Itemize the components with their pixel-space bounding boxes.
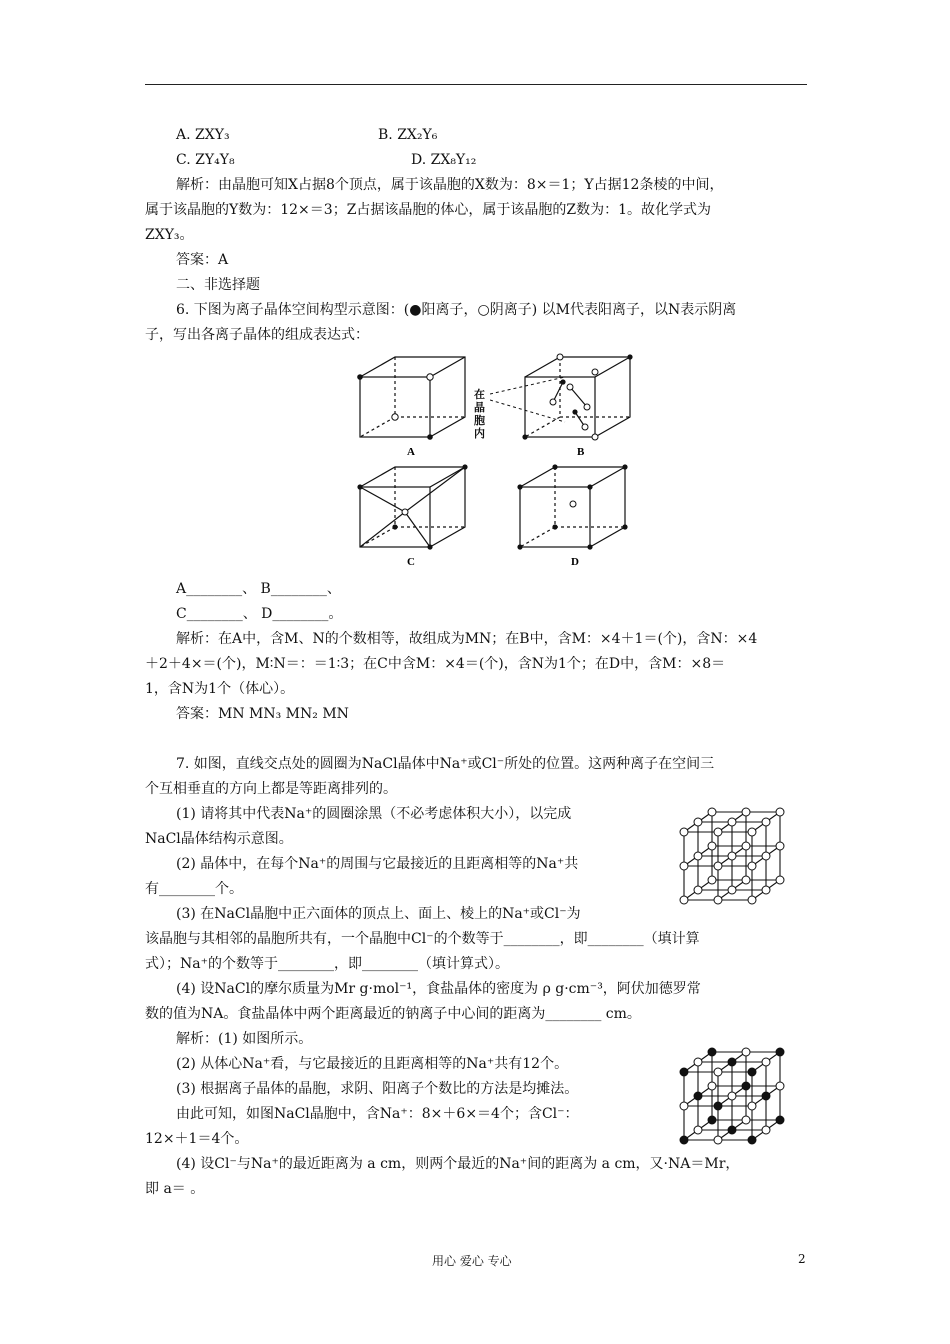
q6-blanks-line1: A________、 B________、 [176,581,341,597]
q6-answer: 答案：MN MN₃ MN₂ MN [176,706,349,722]
q7-part3-line1: (3) 在NaCl晶胞中正六面体的顶点上、面上、棱上的Na⁺或Cl⁻为 [176,906,581,922]
analysis-5-line3: ZXY₃。 [145,227,194,243]
q7-analysis-line5: 12×＋1＝4个。 [145,1131,249,1147]
figure-note: 在晶胞内 [474,388,485,440]
option-c: C. ZY₄Y₈ [176,152,235,168]
q7-part4-line2: 数的值为NA。食盐晶体中两个距离最近的钠离子中心间的距离为________ cm。 [145,1006,641,1022]
label-a: A [407,446,415,458]
q7-part3-line2: 该晶胞与其相邻的晶胞所共有，一个晶胞中Cl⁻的个数等于________，即________（填计算 [145,931,700,947]
analysis-5-line2: 属于该晶胞的Y数为：12×＝3；Z占据该晶胞的体心，属于该晶胞的Z数为：1。故化学式为 [145,202,712,218]
q6-analysis-line3: 1，含N为1个（体心）。 [145,681,295,697]
header-rule [145,84,807,85]
crystal-figure-d [515,462,635,572]
nacl-lattice-empty [676,800,788,920]
q7-part2-line1: (2) 晶体中，在每个Na⁺的周围与它最接近的且距离相等的Na⁺共 [176,856,579,872]
label-b: B [577,446,585,458]
crystal-figure-b [515,352,635,462]
q7-stem-line1: 7. 如图，直线交点处的圆圈为NaCl晶体中Na⁺或Cl⁻所处的位置。这两种离子在空间三 [176,756,715,772]
q7-analysis-line2: (2) 从体心Na⁺看，与它最接近的且距离相等的Na⁺共有12个。 [176,1056,569,1072]
crystal-figure-c [355,462,470,572]
q7-analysis-line1: 解析：(1) 如图所示。 [176,1031,313,1047]
q6-analysis-line2: ＋2＋4×＝(个)，M∶N＝：＝1∶3；在C中含M：×4＝(个)，含N为1个；在D中，含M：×8＝ [145,656,726,672]
label-c: C [407,556,415,568]
analysis-5-line1: 解析：由晶胞可知X占据8个顶点，属于该晶胞的X数为：8×＝1；Y占据12条棱的中间， [176,177,724,193]
q7-stem-line2: 个互相垂直的方向上都是等距离排列的。 [145,781,397,797]
q7-analysis-line4: 由此可知，如图NaCl晶胞中，含Na⁺：8×＋6×＝4个；含Cl⁻： [176,1106,579,1122]
q7-part1-line1: (1) 请将其中代表Na⁺的圆圈涂黑（不必考虑体积大小），以完成 [176,806,572,822]
q7-analysis-line7: 即 a＝ 。 [145,1181,205,1197]
answer-5: 答案：A [176,252,229,268]
q6-blanks-line2: C________、 D________。 [176,606,343,622]
option-b: B. ZX₂Y₆ [378,127,438,143]
page-number: 2 [798,1252,806,1266]
footer-motto: 用心 爱心 专心 [432,1254,512,1268]
q7-part1-line2: NaCl晶体结构示意图。 [145,831,293,847]
q7-part3-line3: 式）；Na⁺的个数等于________，即________（填计算式）。 [145,956,509,972]
option-d: D. ZX₈Y₁₂ [411,152,477,168]
label-d: D [571,556,579,568]
crystal-figure-a [355,352,470,462]
q6-analysis-line1: 解析：在A中，含M、N的个数相等，故组成为MN；在B中，含M：×4＋1＝(个)，含N：×4 [176,631,758,647]
q7-part2-line2: 有________个。 [145,881,243,897]
q7-part4-line1: (4) 设NaCl的摩尔质量为Mr g·mol⁻¹，食盐晶体的密度为 ρ g·cm⁻³，阿伏加德罗常 [176,981,701,997]
q6-stem-line2: 子，写出各离子晶体的组成表达式： [145,327,369,343]
q7-analysis-line6: (4) 设Cl⁻与Na⁺的最近距离为 a cm，则两个最近的Na⁺间的距离为 a cm，又·NA＝Mr， [176,1156,740,1172]
option-a: A. ZXY₃ [176,127,230,143]
q7-analysis-line3: (3) 根据离子晶体的晶胞，求阴、阳离子个数比的方法是均摊法。 [176,1081,579,1097]
q6-stem-line1: 6. 下图为离子晶体空间构型示意图：(●阳离子，○阴离子) 以M代表阳离子，以N表示阴离 [176,302,737,318]
nacl-lattice-filled [676,1040,788,1160]
section-heading: 二、非选择题 [176,277,260,293]
